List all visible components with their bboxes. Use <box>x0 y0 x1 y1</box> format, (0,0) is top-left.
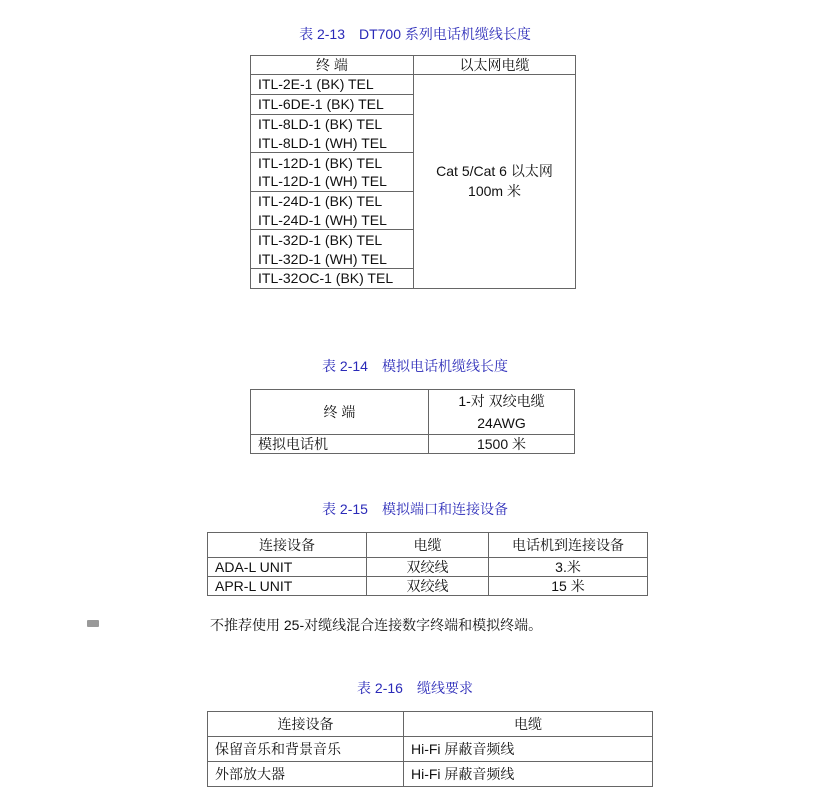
table-caption: 表 2-15 模拟端口和连接设备 <box>322 501 508 517</box>
table-cell: 模拟电话机 <box>251 435 429 454</box>
table-cell: Hi-Fi 屏蔽音频线 <box>404 737 653 762</box>
table-caption: 表 2-14 模拟电话机缆线长度 <box>322 358 508 374</box>
table-row <box>208 737 653 762</box>
table-caption: 表 2-16 缆线要求 <box>357 680 473 696</box>
table-cell: 3.米 <box>489 558 648 577</box>
cable-line: 100m 米 <box>468 183 521 200</box>
table-cell: 保留音乐和背景音乐 <box>208 737 404 762</box>
terminal-cell: ITL-32D-1 (WH) TEL <box>251 249 414 268</box>
terminal-cell: ITL-24D-1 (BK) TEL <box>251 191 414 210</box>
table-row <box>251 75 576 95</box>
table-caption: 表 2-13 DT700 系列电话机缆线长度 <box>299 26 531 42</box>
table-cell: 双绞线 <box>367 558 489 577</box>
terminal-cell: ITL-8LD-1 (WH) TEL <box>251 133 414 152</box>
header-cell: 连接设备 <box>208 712 404 737</box>
terminal-cell: ITL-24D-1 (WH) TEL <box>251 211 414 230</box>
terminal-cell: ITL-12D-1 (WH) TEL <box>251 172 414 191</box>
table-2-13 <box>250 55 576 289</box>
table-cell: Hi-Fi 屏蔽音频线 <box>404 762 653 787</box>
table-row <box>208 762 653 787</box>
table-row <box>208 577 648 596</box>
header-cell: 终 端 <box>251 56 414 75</box>
table-cell: APR-L UNIT <box>208 577 367 596</box>
table-2-15 <box>207 532 648 596</box>
terminal-cell: ITL-12D-1 (BK) TEL <box>251 153 414 172</box>
table-cell: 15 米 <box>489 577 648 596</box>
table-row <box>208 558 648 577</box>
header-line: 24AWG <box>477 415 526 431</box>
terminal-cell: ITL-32D-1 (BK) TEL <box>251 230 414 249</box>
header-cell <box>429 390 575 435</box>
header-cell: 电缆 <box>367 533 489 558</box>
header-cell: 以太网电缆 <box>414 56 576 75</box>
table-2-16 <box>207 711 653 787</box>
terminal-cell: ITL-2E-1 (BK) TEL <box>251 75 414 95</box>
note-text: 不推荐使用 25-对缆线混合连接数字终端和模拟终端。 <box>210 617 543 633</box>
header-cell: 电缆 <box>404 712 653 737</box>
note-icon <box>87 620 99 627</box>
header-line: 1-对 双绞电缆 <box>458 393 545 409</box>
header-cell: 连接设备 <box>208 533 367 558</box>
table-cell: ADA-L UNIT <box>208 558 367 577</box>
terminal-cell: ITL-8LD-1 (BK) TEL <box>251 114 414 133</box>
table-cell: 外部放大器 <box>208 762 404 787</box>
table-cell: 1500 米 <box>429 435 575 454</box>
cable-cell <box>414 75 576 289</box>
terminal-cell: ITL-6DE-1 (BK) TEL <box>251 94 414 114</box>
header-cell: 电话机到连接设备 <box>489 533 648 558</box>
header-cell: 终 端 <box>251 390 429 435</box>
cable-line: Cat 5/Cat 6 以太网 <box>436 163 553 180</box>
table-cell: 双绞线 <box>367 577 489 596</box>
table-2-14 <box>250 389 575 454</box>
terminal-cell: ITL-32OC-1 (BK) TEL <box>251 268 414 288</box>
